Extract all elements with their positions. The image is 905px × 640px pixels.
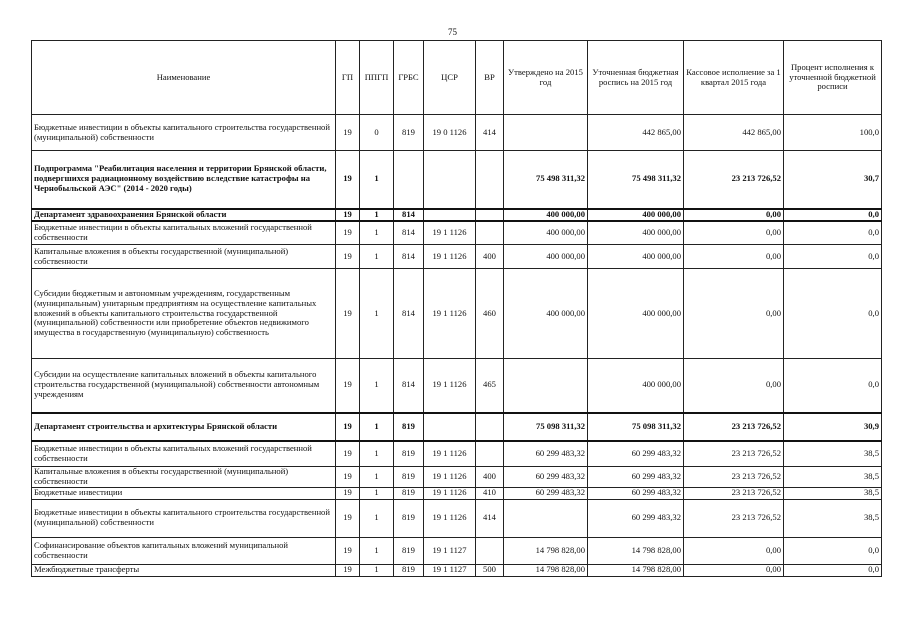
- cell-percent: 0,0: [784, 209, 882, 221]
- header-percent: Процент исполнения к уточненной бюджетной росписи: [784, 41, 882, 115]
- cell-grbs: 819: [394, 115, 424, 151]
- cell-refined: 60 299 483,32: [588, 467, 684, 488]
- cell-vr: [476, 209, 504, 221]
- cell-gp: 19: [336, 269, 360, 359]
- table-row: [32, 151, 882, 209]
- cell-csr: 19 0 1126: [424, 115, 476, 151]
- cell-csr: [424, 413, 476, 441]
- header-ppgp: ППГП: [360, 41, 394, 115]
- table-row: [32, 487, 882, 499]
- cell-approved: 60 299 483,32: [504, 441, 588, 467]
- cell-ppgp: 1: [360, 564, 394, 576]
- cell-gp: 19: [336, 467, 360, 488]
- cell-csr: 19 1 1126: [424, 441, 476, 467]
- cell-vr: 460: [476, 269, 504, 359]
- cell-approved: [504, 499, 588, 537]
- cell-gp: 19: [336, 209, 360, 221]
- cell-csr: 19 1 1126: [424, 467, 476, 488]
- cell-percent: 30,9: [784, 413, 882, 441]
- cell-name: Подпрограмма "Реабилитация населения и территории Брянской области, подвергшихся радиационному воздействию вследствие катастрофы на Чернобыльской АЭС" (2014 - 2020 годы): [32, 151, 336, 209]
- cell-name: Софинансирование объектов капитальных вложений муниципальной собственности: [32, 537, 336, 564]
- cell-refined: 60 299 483,32: [588, 441, 684, 467]
- cell-csr: 19 1 1126: [424, 499, 476, 537]
- cell-cash: 0,00: [684, 359, 784, 413]
- cell-vr: 500: [476, 564, 504, 576]
- cell-refined: 400 000,00: [588, 359, 684, 413]
- header-gp: ГП: [336, 41, 360, 115]
- cell-grbs: 819: [394, 487, 424, 499]
- table-row: [32, 209, 882, 221]
- cell-gp: 19: [336, 487, 360, 499]
- cell-refined: 400 000,00: [588, 209, 684, 221]
- cell-percent: 38,5: [784, 441, 882, 467]
- cell-ppgp: 1: [360, 269, 394, 359]
- cell-csr: 19 1 1126: [424, 221, 476, 245]
- cell-refined: 75 098 311,32: [588, 413, 684, 441]
- cell-cash: 0,00: [684, 269, 784, 359]
- table-header-row: [32, 41, 882, 115]
- table-row: [32, 537, 882, 564]
- header-cash: Кассовое исполнение за 1 квартал 2015 года: [684, 41, 784, 115]
- cell-ppgp: 1: [360, 441, 394, 467]
- table-row: [32, 359, 882, 413]
- header-csr: ЦСР: [424, 41, 476, 115]
- cell-vr: 465: [476, 359, 504, 413]
- cell-gp: 19: [336, 115, 360, 151]
- cell-vr: [476, 537, 504, 564]
- cell-csr: [424, 209, 476, 221]
- cell-name: Капитальные вложения в объекты государственной (муниципальной) собственности: [32, 245, 336, 269]
- cell-gp: 19: [336, 499, 360, 537]
- table-row: [32, 115, 882, 151]
- cell-name: Бюджетные инвестиции в объекты капитальных вложений государственной собственности: [32, 221, 336, 245]
- cell-name: Субсидии на осуществление капитальных вложений в объекты капитального строительства государственной (муниципальной) собственности автономным учреждениям: [32, 359, 336, 413]
- cell-gp: 19: [336, 359, 360, 413]
- table-row: [32, 441, 882, 467]
- cell-approved: 400 000,00: [504, 221, 588, 245]
- cell-cash: 0,00: [684, 245, 784, 269]
- table-row: [32, 413, 882, 441]
- cell-ppgp: 1: [360, 221, 394, 245]
- header-refined: Уточненная бюджетная роспись на 2015 год: [588, 41, 684, 115]
- cell-grbs: 814: [394, 245, 424, 269]
- cell-grbs: 819: [394, 564, 424, 576]
- cell-grbs: 819: [394, 499, 424, 537]
- cell-cash: 23 213 726,52: [684, 441, 784, 467]
- cell-ppgp: 1: [360, 413, 394, 441]
- cell-cash: 0,00: [684, 221, 784, 245]
- cell-percent: 100,0: [784, 115, 882, 151]
- cell-grbs: 819: [394, 537, 424, 564]
- cell-approved: 14 798 828,00: [504, 564, 588, 576]
- cell-grbs: 814: [394, 359, 424, 413]
- table-row: [32, 245, 882, 269]
- cell-grbs: [394, 151, 424, 209]
- cell-refined: 14 798 828,00: [588, 537, 684, 564]
- cell-refined: 14 798 828,00: [588, 564, 684, 576]
- cell-csr: 19 1 1127: [424, 537, 476, 564]
- cell-grbs: 814: [394, 209, 424, 221]
- cell-csr: 19 1 1126: [424, 269, 476, 359]
- cell-percent: 0,0: [784, 564, 882, 576]
- cell-ppgp: 1: [360, 537, 394, 564]
- cell-percent: 0,0: [784, 537, 882, 564]
- cell-approved: 400 000,00: [504, 245, 588, 269]
- cell-refined: 60 299 483,32: [588, 487, 684, 499]
- cell-percent: 0,0: [784, 359, 882, 413]
- cell-name: Бюджетные инвестиции в объекты капитального строительства государственной (муниципальной) собственности: [32, 499, 336, 537]
- cell-percent: 38,5: [784, 487, 882, 499]
- cell-ppgp: 1: [360, 209, 394, 221]
- cell-percent: 0,0: [784, 221, 882, 245]
- cell-approved: 14 798 828,00: [504, 537, 588, 564]
- cell-cash: 0,00: [684, 564, 784, 576]
- header-grbs: ГРБС: [394, 41, 424, 115]
- cell-refined: 400 000,00: [588, 221, 684, 245]
- cell-cash: 442 865,00: [684, 115, 784, 151]
- cell-name: Субсидии бюджетным и автономным учреждениям, государственным (муниципальным) унитарным предприятиям на осуществление капитальных вложений в объекты капитального строительства государственной (муниципальной) собственности или приобретение объектов недвижимого имущества в государственную (муниципальную) собственность: [32, 269, 336, 359]
- cell-vr: [476, 221, 504, 245]
- cell-percent: 0,0: [784, 245, 882, 269]
- table-row: [32, 269, 882, 359]
- cell-name: Бюджетные инвестиции в объекты капитальных вложений государственной собственности: [32, 441, 336, 467]
- cell-vr: 400: [476, 467, 504, 488]
- cell-grbs: 814: [394, 221, 424, 245]
- cell-gp: 19: [336, 441, 360, 467]
- cell-grbs: 819: [394, 413, 424, 441]
- cell-approved: [504, 359, 588, 413]
- cell-vr: 414: [476, 499, 504, 537]
- cell-percent: 38,5: [784, 499, 882, 537]
- cell-approved: 60 299 483,32: [504, 467, 588, 488]
- cell-ppgp: 1: [360, 499, 394, 537]
- cell-vr: [476, 151, 504, 209]
- cell-cash: 0,00: [684, 537, 784, 564]
- cell-cash: 23 213 726,52: [684, 413, 784, 441]
- cell-cash: 23 213 726,52: [684, 467, 784, 488]
- cell-ppgp: 1: [360, 359, 394, 413]
- cell-name: Капитальные вложения в объекты государственной (муниципальной) собственности: [32, 467, 336, 488]
- cell-grbs: 819: [394, 467, 424, 488]
- cell-vr: 400: [476, 245, 504, 269]
- cell-name: Бюджетные инвестиции в объекты капитального строительства государственной (муниципальной) собственности: [32, 115, 336, 151]
- cell-vr: 414: [476, 115, 504, 151]
- cell-approved: 75 498 311,32: [504, 151, 588, 209]
- cell-grbs: 814: [394, 269, 424, 359]
- cell-gp: 19: [336, 245, 360, 269]
- cell-cash: 23 213 726,52: [684, 499, 784, 537]
- cell-cash: 0,00: [684, 209, 784, 221]
- cell-gp: 19: [336, 564, 360, 576]
- cell-gp: 19: [336, 537, 360, 564]
- header-vr: ВР: [476, 41, 504, 115]
- cell-percent: 30,7: [784, 151, 882, 209]
- cell-ppgp: 0: [360, 115, 394, 151]
- cell-csr: 19 1 1126: [424, 359, 476, 413]
- page-number: 75: [448, 27, 457, 37]
- cell-vr: 410: [476, 487, 504, 499]
- cell-gp: 19: [336, 151, 360, 209]
- cell-name: Межбюджетные трансферты: [32, 564, 336, 576]
- cell-vr: [476, 413, 504, 441]
- cell-approved: 400 000,00: [504, 269, 588, 359]
- cell-ppgp: 1: [360, 487, 394, 499]
- cell-gp: 19: [336, 413, 360, 441]
- table-row: [32, 467, 882, 488]
- cell-csr: 19 1 1126: [424, 245, 476, 269]
- cell-ppgp: 1: [360, 245, 394, 269]
- cell-vr: [476, 441, 504, 467]
- cell-refined: 442 865,00: [588, 115, 684, 151]
- cell-refined: 400 000,00: [588, 245, 684, 269]
- table-row: [32, 564, 882, 576]
- cell-csr: 19 1 1126: [424, 487, 476, 499]
- table-row: [32, 499, 882, 537]
- cell-approved: 60 299 483,32: [504, 487, 588, 499]
- cell-grbs: 819: [394, 441, 424, 467]
- budget-execution-table: [31, 40, 882, 577]
- cell-name: Департамент здравоохранения Брянской области: [32, 209, 336, 221]
- cell-ppgp: 1: [360, 151, 394, 209]
- cell-approved: 400 000,00: [504, 209, 588, 221]
- cell-ppgp: 1: [360, 467, 394, 488]
- header-approved: Утверждено на 2015 год: [504, 41, 588, 115]
- cell-approved: 75 098 311,32: [504, 413, 588, 441]
- cell-approved: [504, 115, 588, 151]
- cell-csr: 19 1 1127: [424, 564, 476, 576]
- cell-name: Департамент строительства и архитектуры Брянской области: [32, 413, 336, 441]
- cell-cash: 23 213 726,52: [684, 487, 784, 499]
- header-name: Наименование: [32, 41, 336, 115]
- cell-gp: 19: [336, 221, 360, 245]
- cell-refined: 60 299 483,32: [588, 499, 684, 537]
- cell-percent: 0,0: [784, 269, 882, 359]
- cell-refined: 400 000,00: [588, 269, 684, 359]
- cell-cash: 23 213 726,52: [684, 151, 784, 209]
- cell-refined: 75 498 311,32: [588, 151, 684, 209]
- table-row: [32, 221, 882, 245]
- cell-csr: [424, 151, 476, 209]
- cell-percent: 38,5: [784, 467, 882, 488]
- cell-name: Бюджетные инвестиции: [32, 487, 336, 499]
